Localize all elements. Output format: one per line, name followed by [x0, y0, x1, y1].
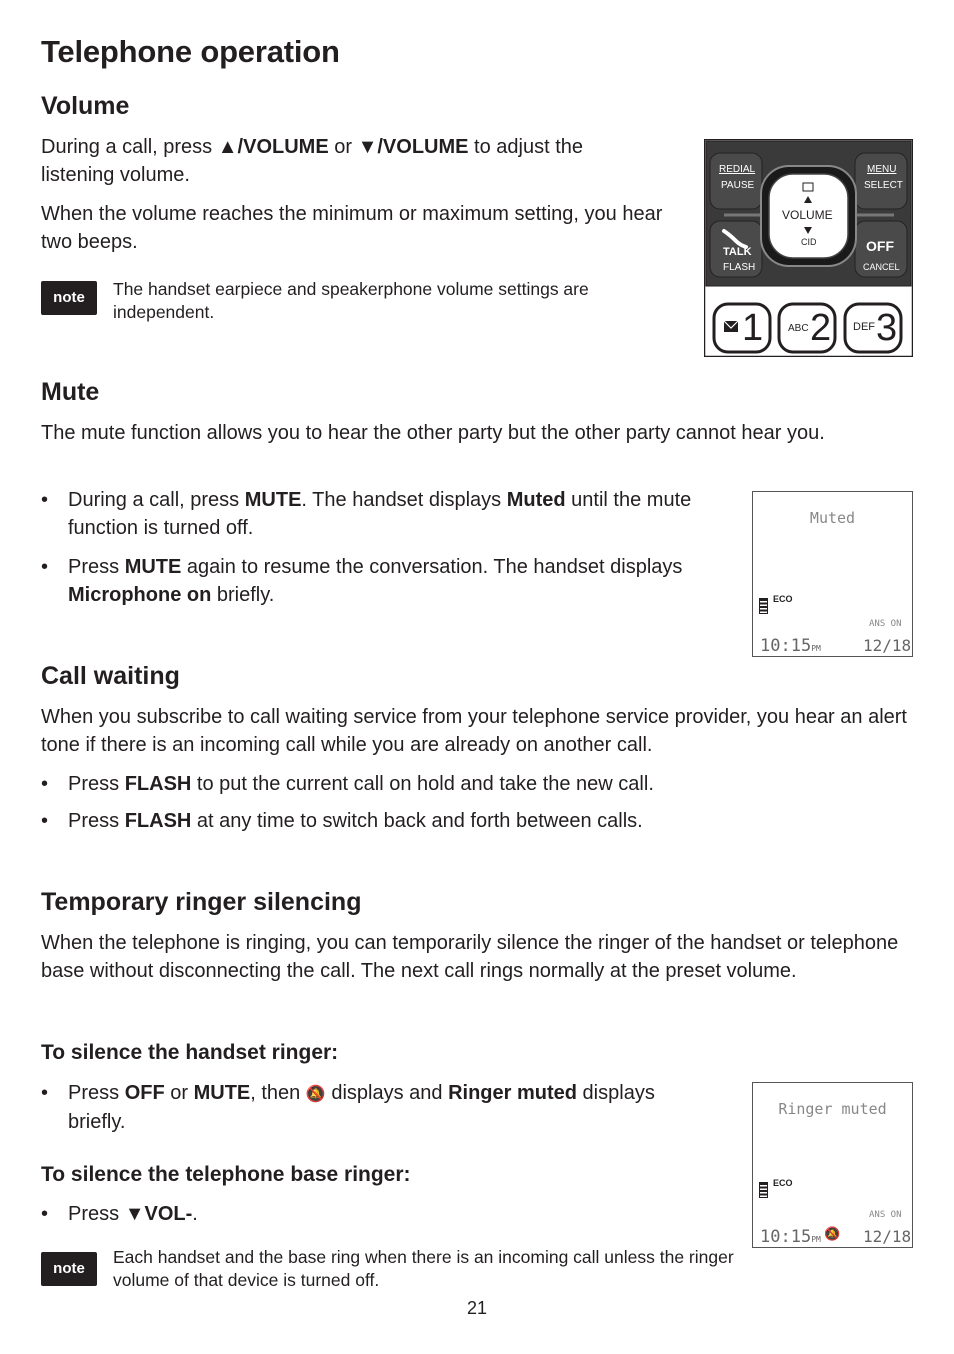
- battery-icon: [759, 598, 768, 614]
- battery-icon: [759, 1182, 768, 1198]
- mute-bullet-2: • Press MUTE again to resume the conversation. The handset displays Microphone on briefly.: [41, 554, 708, 609]
- talk-key-label: TALK: [723, 246, 752, 258]
- base-ringer-bullet: • Press ▼VOL-.: [41, 1201, 688, 1229]
- handset-ringer-bullet: • Press OFF or MUTE, then 🔕 displays and Ringer muted displays briefly.: [41, 1080, 688, 1136]
- up-triangle-icon: ▲: [217, 136, 238, 158]
- cid-key-label: CID: [801, 237, 817, 247]
- handset-screen-muted: [752, 491, 913, 657]
- redial-key-label: REDIAL: [719, 164, 756, 175]
- mute-intro: The mute function allows you to hear the other party but the other party cannot hear you.: [41, 422, 825, 444]
- eco-indicator: ECO: [773, 594, 793, 604]
- off-key-label: OFF: [866, 238, 894, 254]
- note-badge: note: [41, 1252, 97, 1286]
- key-2-digit: 2: [810, 307, 832, 349]
- mute-heading: Mute: [41, 378, 100, 406]
- key-2-letters: ABC: [788, 323, 809, 334]
- volume-heading: Volume: [41, 92, 130, 120]
- page-title: Telephone operation: [41, 34, 340, 69]
- ringer-off-icon: 🔕: [305, 1086, 326, 1103]
- volume-paragraph-1: During a call, press ▲/VOLUME or ▼/VOLUME to adjust the listening volume.: [41, 136, 584, 186]
- key-1-digit: 1: [742, 307, 764, 349]
- key-3-letters: DEF: [853, 321, 875, 333]
- call-waiting-heading: Call waiting: [41, 662, 180, 690]
- menu-key-label: MENU: [867, 164, 897, 175]
- volume-note: The handset earpiece and speakerphone volume settings are independent.: [113, 279, 589, 322]
- volume-key-label: VOLUME: [782, 208, 833, 222]
- handset-keypad-illustration: [704, 139, 913, 357]
- screen-time: 10:15PM: [760, 636, 821, 656]
- ringer-intro: When the telephone is ringing, you can temporarily silence the ringer of the handset or telephone base without disconnecting the call. The next call rings normally at the preset volume.: [41, 932, 899, 982]
- down-triangle-icon: ▼: [357, 136, 378, 158]
- page-number: 21: [466, 1298, 488, 1318]
- answering-status: ANS ON: [869, 619, 902, 629]
- flash-key-label: FLASH: [723, 262, 756, 273]
- answering-status: ANS ON: [869, 1210, 902, 1220]
- key-3-digit: 3: [876, 307, 898, 349]
- mute-bullet-1: • During a call, press MUTE. The handset displays Muted until the mute function is turned off.: [41, 487, 708, 542]
- screen-time: 10:15PM: [760, 1227, 821, 1247]
- down-triangle-icon: ▼: [124, 1203, 145, 1225]
- cancel-key-label: CANCEL: [863, 262, 900, 272]
- base-ringer-subheading: To silence the telephone base ringer:: [41, 1163, 411, 1186]
- ringer-off-icon: 🔕: [824, 1227, 841, 1242]
- ringer-note: Each handset and the base ring when there is an incoming call unless the ringer volume of that device is turned off.: [113, 1247, 734, 1290]
- handset-screen-ringer-muted: [752, 1082, 913, 1248]
- volume-paragraph-2: When the volume reaches the minimum or maximum setting, you hear two beeps.: [41, 203, 663, 253]
- screen-date: 12/18: [863, 636, 912, 655]
- ringer-heading: Temporary ringer silencing: [41, 888, 362, 916]
- screen-title: Muted: [809, 509, 856, 527]
- call-waiting-bullet-2: • Press FLASH at any time to switch back and forth between calls.: [41, 808, 938, 836]
- select-key-label: SELECT: [864, 180, 903, 191]
- screen-date: 12/18: [863, 1227, 912, 1246]
- call-waiting-bullet-1: • Press FLASH to put the current call on hold and take the new call.: [41, 771, 938, 799]
- handset-ringer-subheading: To silence the handset ringer:: [41, 1041, 339, 1064]
- pause-key-label: PAUSE: [721, 180, 755, 191]
- note-badge: note: [41, 281, 97, 315]
- call-waiting-intro: When you subscribe to call waiting service from your telephone service provider, you hear an alert tone if there is an incoming call while you are already on another call.: [41, 706, 907, 756]
- eco-indicator: ECO: [773, 1178, 793, 1188]
- screen-title: Ringer muted: [778, 1100, 887, 1118]
